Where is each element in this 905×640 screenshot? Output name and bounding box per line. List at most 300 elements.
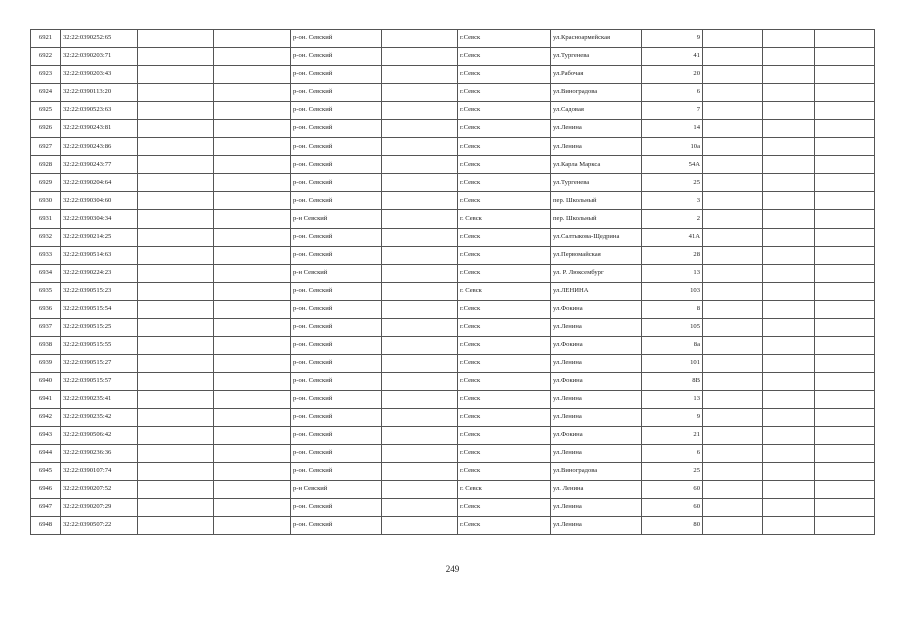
house-number-cell: 60 [642,499,703,517]
street-cell: ул.Карла Маркса [551,156,642,174]
empty-cell [703,264,763,282]
district-cell: р-он. Севский [291,390,382,408]
town-cell: г.Севск [458,120,551,138]
cadastral-number-cell: 32:22:0390515:27 [61,354,138,372]
record-number-cell: 6935 [31,282,61,300]
empty-cell [815,84,875,102]
district-cell: р-он. Севский [291,48,382,66]
town-cell: г.Севск [458,156,551,174]
house-number-cell: 8В [642,372,703,390]
empty-cell [214,174,291,192]
district-cell: р-он. Севский [291,138,382,156]
table-row [31,120,875,138]
empty-cell [815,499,875,517]
record-number-cell: 6930 [31,192,61,210]
house-number-cell: 25 [642,463,703,481]
table-row [31,517,875,535]
empty-cell [382,445,458,463]
empty-cell [763,517,815,535]
town-cell: г.Севск [458,300,551,318]
empty-cell [138,517,214,535]
cadastral-number-cell: 32:22:0390515:54 [61,300,138,318]
record-number-cell: 6942 [31,408,61,426]
empty-cell [703,300,763,318]
empty-cell [138,499,214,517]
table-row [31,300,875,318]
record-number-cell: 6941 [31,390,61,408]
empty-cell [815,372,875,390]
empty-cell [815,481,875,499]
empty-cell [703,174,763,192]
district-cell: р-он. Севский [291,30,382,48]
town-cell: г.Севск [458,30,551,48]
empty-cell [763,138,815,156]
empty-cell [382,427,458,445]
cadastral-number-cell: 32:22:0390252:65 [61,30,138,48]
empty-cell [214,138,291,156]
town-cell: г.Севск [458,246,551,264]
street-cell: ул.Виноградова [551,84,642,102]
cadastral-number-cell: 32:22:0390207:52 [61,481,138,499]
town-cell: г. Севск [458,282,551,300]
town-cell: г. Севск [458,210,551,228]
empty-cell [703,210,763,228]
empty-cell [763,102,815,120]
empty-cell [382,138,458,156]
empty-cell [703,517,763,535]
table-row [31,372,875,390]
town-cell: г.Севск [458,48,551,66]
record-number-cell: 6939 [31,354,61,372]
district-cell: р-он. Севский [291,66,382,84]
table-row [31,427,875,445]
record-number-cell: 6940 [31,372,61,390]
empty-cell [703,156,763,174]
empty-cell [763,318,815,336]
empty-cell [382,84,458,102]
record-number-cell: 6927 [31,138,61,156]
table-row [31,463,875,481]
house-number-cell: 9 [642,30,703,48]
empty-cell [703,481,763,499]
street-cell: ул.Ленина [551,318,642,336]
empty-cell [763,30,815,48]
empty-cell [815,210,875,228]
empty-cell [815,354,875,372]
empty-cell [815,48,875,66]
town-cell: г.Севск [458,427,551,445]
district-cell: р-он. Севский [291,445,382,463]
street-cell: ул.Фокина [551,336,642,354]
record-number-cell: 6933 [31,246,61,264]
table-row [31,138,875,156]
table-row [31,246,875,264]
street-cell: ул.Ленина [551,390,642,408]
table-row [31,390,875,408]
empty-cell [382,300,458,318]
street-cell: ул.Фокина [551,372,642,390]
empty-cell [703,120,763,138]
house-number-cell: 105 [642,318,703,336]
cadastral-number-cell: 32:22:0390515:55 [61,336,138,354]
house-number-cell: 101 [642,354,703,372]
empty-cell [138,318,214,336]
cadastral-number-cell: 32:22:0390523:63 [61,102,138,120]
record-number-cell: 6926 [31,120,61,138]
empty-cell [214,264,291,282]
table-row [31,84,875,102]
street-cell: ул.Ленина [551,445,642,463]
empty-cell [138,427,214,445]
record-number-cell: 6932 [31,228,61,246]
empty-cell [214,390,291,408]
house-number-cell: 103 [642,282,703,300]
empty-cell [763,228,815,246]
empty-cell [763,463,815,481]
empty-cell [763,408,815,426]
district-cell: р-он. Севский [291,174,382,192]
district-cell: р-н Севский [291,210,382,228]
street-cell: ул.ЛЕНИНА [551,282,642,300]
cadastral-number-cell: 32:22:0390204:64 [61,174,138,192]
empty-cell [763,192,815,210]
house-number-cell: 7 [642,102,703,120]
town-cell: г. Севск [458,481,551,499]
empty-cell [138,30,214,48]
empty-cell [815,138,875,156]
empty-cell [763,210,815,228]
house-number-cell: 41А [642,228,703,246]
street-cell: ул.Виноградова [551,463,642,481]
empty-cell [382,66,458,84]
empty-cell [382,318,458,336]
empty-cell [763,499,815,517]
empty-cell [815,228,875,246]
cadastral-number-cell: 32:22:0390214:25 [61,228,138,246]
empty-cell [214,30,291,48]
cadastral-number-cell: 32:22:0390515:57 [61,372,138,390]
empty-cell [815,336,875,354]
empty-cell [763,354,815,372]
cadastral-number-cell: 32:22:0390235:42 [61,408,138,426]
empty-cell [214,102,291,120]
empty-cell [214,499,291,517]
table-row [31,282,875,300]
cadastral-number-cell: 32:22:0390304:60 [61,192,138,210]
table-row [31,408,875,426]
empty-cell [138,156,214,174]
record-number-cell: 6928 [31,156,61,174]
house-number-cell: 13 [642,264,703,282]
table-row [31,48,875,66]
cadastral-number-cell: 32:22:0390507:22 [61,517,138,535]
empty-cell [703,48,763,66]
empty-cell [815,282,875,300]
empty-cell [703,66,763,84]
district-cell: р-он. Севский [291,318,382,336]
house-number-cell: 9 [642,408,703,426]
empty-cell [382,174,458,192]
house-number-cell: 8 [642,300,703,318]
empty-cell [382,408,458,426]
table-row [31,66,875,84]
town-cell: г.Севск [458,517,551,535]
empty-cell [138,246,214,264]
house-number-cell: 21 [642,427,703,445]
empty-cell [815,390,875,408]
cadastral-number-cell: 32:22:0390515:25 [61,318,138,336]
record-number-cell: 6944 [31,445,61,463]
empty-cell [138,282,214,300]
empty-cell [214,517,291,535]
empty-cell [815,463,875,481]
town-cell: г.Севск [458,318,551,336]
district-cell: р-он. Севский [291,246,382,264]
empty-cell [138,445,214,463]
cadastral-number-cell: 32:22:0390236:36 [61,445,138,463]
empty-cell [214,210,291,228]
district-cell: р-он. Севский [291,228,382,246]
table-row [31,264,875,282]
empty-cell [382,30,458,48]
house-number-cell: 6 [642,84,703,102]
record-number-cell: 6943 [31,427,61,445]
empty-cell [138,264,214,282]
district-cell: р-н Севский [291,264,382,282]
record-number-cell: 6929 [31,174,61,192]
street-cell: ул.Салтыкова-Щедрина [551,228,642,246]
house-number-cell: 3 [642,192,703,210]
empty-cell [703,246,763,264]
street-cell: ул.Рабочая [551,66,642,84]
town-cell: г.Севск [458,174,551,192]
district-cell: р-он. Севский [291,192,382,210]
cadastral-number-cell: 32:22:0390243:81 [61,120,138,138]
empty-cell [382,156,458,174]
empty-cell [138,354,214,372]
district-cell: р-н Севский [291,481,382,499]
empty-cell [214,192,291,210]
empty-cell [703,445,763,463]
empty-cell [138,84,214,102]
empty-cell [214,318,291,336]
empty-cell [214,481,291,499]
empty-cell [214,354,291,372]
house-number-cell: 2 [642,210,703,228]
record-number-cell: 6937 [31,318,61,336]
district-cell: р-он. Севский [291,463,382,481]
empty-cell [382,120,458,138]
empty-cell [382,264,458,282]
empty-cell [703,408,763,426]
cadastral-number-cell: 32:22:0390235:41 [61,390,138,408]
table-row [31,102,875,120]
street-cell: ул.Садовая [551,102,642,120]
record-number-cell: 6924 [31,84,61,102]
empty-cell [382,499,458,517]
cadastral-number-cell: 32:22:0390113:20 [61,84,138,102]
empty-cell [703,427,763,445]
cadastral-number-cell: 32:22:0390203:43 [61,66,138,84]
table-row [31,30,875,48]
empty-cell [703,102,763,120]
street-cell: ул.Ленина [551,138,642,156]
empty-cell [214,228,291,246]
empty-cell [382,102,458,120]
street-cell: ул.Ленина [551,517,642,535]
record-number-cell: 6936 [31,300,61,318]
empty-cell [138,66,214,84]
cadastral-number-cell: 32:22:0390514:63 [61,246,138,264]
record-number-cell: 6947 [31,499,61,517]
district-cell: р-он. Севский [291,408,382,426]
empty-cell [138,463,214,481]
empty-cell [138,390,214,408]
record-number-cell: 6946 [31,481,61,499]
empty-cell [214,408,291,426]
empty-cell [703,463,763,481]
town-cell: г.Севск [458,372,551,390]
empty-cell [214,300,291,318]
town-cell: г.Севск [458,264,551,282]
empty-cell [703,138,763,156]
empty-cell [815,246,875,264]
empty-cell [815,192,875,210]
empty-cell [138,138,214,156]
empty-cell [214,282,291,300]
street-cell: ул.Ленина [551,120,642,138]
empty-cell [138,481,214,499]
street-cell: ул. Р. Люксембург [551,264,642,282]
table-row [31,192,875,210]
empty-cell [815,517,875,535]
empty-cell [763,246,815,264]
empty-cell [138,300,214,318]
empty-cell [763,445,815,463]
empty-cell [138,336,214,354]
town-cell: г.Севск [458,408,551,426]
empty-cell [815,30,875,48]
town-cell: г.Севск [458,102,551,120]
town-cell: г.Севск [458,84,551,102]
house-number-cell: 41 [642,48,703,66]
empty-cell [214,66,291,84]
district-cell: р-он. Севский [291,84,382,102]
table-row [31,156,875,174]
record-number-cell: 6945 [31,463,61,481]
empty-cell [815,264,875,282]
house-number-cell: 10а [642,138,703,156]
page-number: 249 [445,564,460,574]
district-cell: р-он. Севский [291,354,382,372]
empty-cell [138,372,214,390]
empty-cell [763,372,815,390]
record-number-cell: 6925 [31,102,61,120]
empty-cell [214,427,291,445]
empty-cell [382,354,458,372]
empty-cell [382,336,458,354]
empty-cell [763,481,815,499]
street-cell: ул.Первомайская [551,246,642,264]
empty-cell [214,246,291,264]
record-number-cell: 6921 [31,30,61,48]
town-cell: г.Севск [458,354,551,372]
empty-cell [382,463,458,481]
empty-cell [382,246,458,264]
cadastral-number-cell: 32:22:0390243:77 [61,156,138,174]
table-row [31,210,875,228]
empty-cell [763,120,815,138]
empty-cell [763,66,815,84]
empty-cell [382,48,458,66]
table-row [31,354,875,372]
empty-cell [763,390,815,408]
empty-cell [763,48,815,66]
empty-cell [382,372,458,390]
street-cell: пер. Школьный [551,210,642,228]
empty-cell [815,445,875,463]
record-number-cell: 6923 [31,66,61,84]
empty-cell [703,336,763,354]
table-row [31,228,875,246]
house-number-cell: 54А [642,156,703,174]
empty-cell [138,120,214,138]
house-number-cell: 60 [642,481,703,499]
empty-cell [382,390,458,408]
street-cell: ул. Ленина [551,481,642,499]
town-cell: г.Севск [458,66,551,84]
town-cell: г.Севск [458,336,551,354]
empty-cell [763,264,815,282]
empty-cell [763,282,815,300]
empty-cell [763,174,815,192]
empty-cell [382,517,458,535]
house-number-cell: 8а [642,336,703,354]
record-number-cell: 6922 [31,48,61,66]
town-cell: г.Севск [458,463,551,481]
empty-cell [703,192,763,210]
empty-cell [214,463,291,481]
empty-cell [703,390,763,408]
empty-cell [815,102,875,120]
empty-cell [138,408,214,426]
district-cell: р-он. Севский [291,300,382,318]
empty-cell [382,481,458,499]
empty-cell [703,318,763,336]
empty-cell [382,282,458,300]
empty-cell [815,318,875,336]
empty-cell [703,84,763,102]
cadastral-number-cell: 32:22:0390506:42 [61,427,138,445]
table-row [31,174,875,192]
empty-cell [703,354,763,372]
empty-cell [214,120,291,138]
empty-cell [138,210,214,228]
district-cell: р-он. Севский [291,336,382,354]
street-cell: ул.Ленина [551,408,642,426]
empty-cell [138,228,214,246]
cadastral-number-cell: 32:22:0390304:34 [61,210,138,228]
table-row [31,481,875,499]
house-number-cell: 25 [642,174,703,192]
district-cell: р-он. Севский [291,517,382,535]
empty-cell [815,300,875,318]
empty-cell [763,427,815,445]
house-number-cell: 13 [642,390,703,408]
district-cell: р-он. Севский [291,372,382,390]
empty-cell [763,300,815,318]
cadastral-number-cell: 32:22:0390224:23 [61,264,138,282]
